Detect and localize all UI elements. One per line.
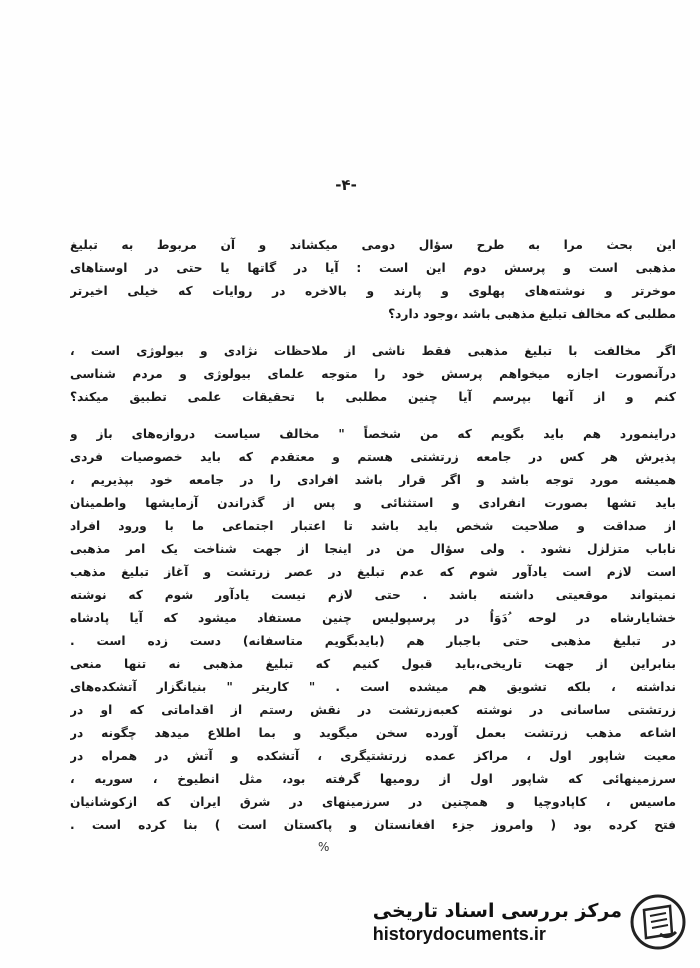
text-line: مذهبی است و پرسش دوم این است : آیا در گاتها یا حتی در اوستاهای bbox=[70, 261, 676, 275]
watermark-text bbox=[373, 899, 622, 945]
text-line: بنابراین از جهت تاریخی،باید قبول کنیم که تبلیغ مذهبی نه تنها منعی bbox=[70, 657, 676, 671]
paragraph-2 bbox=[70, 340, 676, 409]
text-line: از صداقت و صلاحیت شخص باید باشد تا اعتبار اجتماعی ما با ورود افراد bbox=[70, 519, 676, 533]
text-line: است لازم است یادآور شوم که عدم تبلیغ در عصر زرتشت و آغاز تبلیغ مذهب bbox=[70, 565, 676, 579]
watermark-brand bbox=[373, 890, 686, 954]
paragraph-3 bbox=[70, 423, 676, 837]
brand-name: مرکز بررسی اسناد تاریخی bbox=[372, 900, 622, 922]
page-number: -۴- bbox=[335, 176, 357, 194]
document-archive-logo-icon bbox=[630, 894, 686, 950]
text-line: ناباب متزلزل نشود . ولی سؤال من در اینجا از جهت شناخت یک امر مذهبی bbox=[70, 542, 676, 556]
footnote-mark: % bbox=[318, 840, 330, 854]
text-line: در تبلیغ مذهبی حتی باجبار هم (بایدبگویم متاسفانه) دست زده است . bbox=[70, 634, 676, 648]
text-line: موخرتر و نوشته‌های پهلوی و پارند و بالاخره در روایات که خیلی اخیرتر bbox=[70, 284, 676, 298]
text-line: ماسیس ، کاپادوچیا و همچنین در سرزمینهای در شرق ایران که ازکوشانیان bbox=[70, 795, 676, 809]
text-line: کنم و از آنها بپرسم آیا چنین مطلبی با تحقیقات علمی تطبیق میکند؟ bbox=[70, 390, 676, 404]
text-line: خشایارشاه در لوحه ُدَوَاُ در پرسپولیس چنین مستفاد میشود که آیا پادشاه bbox=[70, 611, 676, 625]
text-line: معیت شاپور اول ، مراکز عمده زرتشتیگری ، آتشکده و آتش در همراه در bbox=[70, 749, 676, 763]
text-line: نداشته ، بلکه تشویق هم میشده است . " کاریتر " بنیانگزار آتشکده‌های bbox=[70, 680, 676, 694]
document-body bbox=[70, 234, 676, 837]
brand-url: historydocuments.ir bbox=[372, 924, 546, 944]
text-line: زرتشتی ساسانی در نوشته کعبه‌زرتشت در نقش رستم از اقداماتی که او در bbox=[70, 703, 676, 717]
text-line: درآنصورت اجازه میخواهم پرسش خود را متوجه علمای بیولوژی و مردم شناسی bbox=[70, 367, 676, 381]
text-line: پذیرش هر کس در جامعه زرتشتی هستم و معتقدم که باید خصوصیات فردی bbox=[70, 450, 676, 464]
text-line: سرزمینهائی که شاپور اول از رومیها گرفته بود، مثل انطیوخ ، سوریه ، bbox=[70, 772, 676, 786]
text-line: اشاعه مذهب زرتشت بعمل آورده سخن میگوید و بما اطلاع میدهد چگونه در bbox=[70, 726, 676, 740]
text-line: دراینمورد هم باید بگویم که من شخصاً " مخالف سیاست دروازه‌های باز و bbox=[70, 427, 676, 441]
text-line: باید تشها بصورت انفرادی و استثنائی و پس از گذراندن آزمایشها واطمینان bbox=[70, 496, 676, 510]
text-line: این بحث مرا به طرح سؤال دومی میکشاند و آن مربوط به تبلیغ bbox=[70, 238, 676, 252]
text-line: همیشه مورد توجه باشد و اگر قرار باشد افرادی را در جامعه خود بپذیریم ، bbox=[70, 473, 676, 487]
paragraph-1 bbox=[70, 234, 676, 326]
text-line: نمیتواند موقعیتی داشته باشد . حتی لازم نیست یادآور شوم که نوشته bbox=[70, 588, 676, 602]
text-line: فتح کرده بود ( وامروز جزء افغانستان و پاکستان است ) بنا کرده است . bbox=[70, 818, 676, 832]
text-line: مطلبی که مخالف تبلیغ مذهبی باشد ،وجود دارد؟ bbox=[388, 307, 676, 321]
text-line: اگر مخالفت با تبلیغ مذهبی فقط ناشی از ملاحظات نژادی و بیولوژی است ، bbox=[70, 344, 676, 358]
